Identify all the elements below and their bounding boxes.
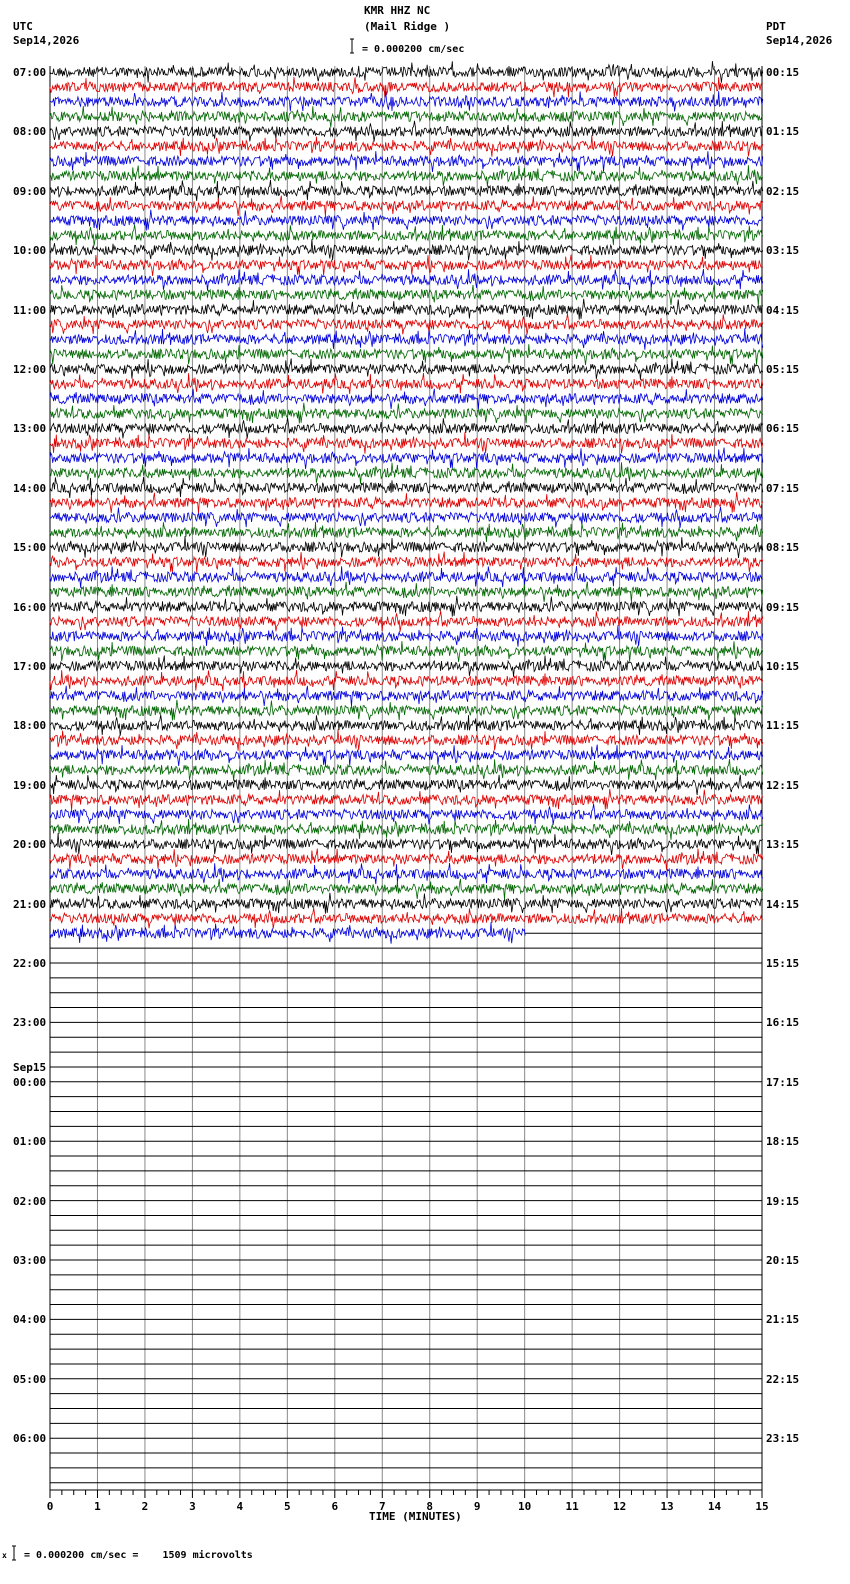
trace-row-19 [50, 328, 763, 349]
trace-row-2 [50, 77, 763, 97]
trace-row-37 [50, 596, 763, 617]
left-hour-label: 08:00 [13, 125, 47, 138]
left-hour-label: 17:00 [13, 660, 47, 673]
trace-row-6 [50, 135, 763, 156]
x-tick-label: 14 [707, 1500, 722, 1513]
trace-row-34 [50, 552, 763, 573]
trace-row-1 [50, 61, 763, 83]
x-tick-label: 6 [331, 1500, 339, 1513]
right-hour-label: 07:15 [766, 482, 800, 495]
right-hour-label: 21:15 [766, 1313, 800, 1326]
right-hour-label: 04:15 [766, 304, 800, 317]
empty-row-baselines [50, 933, 762, 1482]
trace-row-50 [50, 789, 763, 810]
trace-row-15 [50, 269, 763, 291]
right-hour-label: 20:15 [766, 1254, 800, 1267]
left-hour-label: 06:00 [13, 1432, 47, 1445]
trace-row-20 [50, 344, 763, 365]
x-tick-label: 12 [612, 1500, 627, 1513]
right-hour-label: 22:15 [766, 1373, 800, 1386]
trace-row-7 [50, 151, 763, 172]
right-hour-label: 08:15 [766, 541, 800, 554]
seismic-traces [50, 61, 763, 944]
trace-row-30 [50, 492, 763, 513]
left-hour-label: 04:00 [13, 1313, 47, 1326]
left-hour-label: 19:00 [13, 779, 47, 792]
station-location: (Mail Ridge ) [364, 20, 451, 33]
left-timezone: UTC [13, 20, 33, 33]
footer-mark: x [2, 1551, 7, 1560]
right-hour-label: 13:15 [766, 838, 800, 851]
trace-row-25 [50, 418, 763, 439]
right-hour-label: 03:15 [766, 244, 800, 257]
trace-row-24 [50, 403, 763, 424]
trace-row-21 [50, 359, 763, 380]
trace-row-48 [50, 759, 763, 781]
scale-bar-icon [350, 39, 354, 53]
trace-row-57 [50, 893, 763, 914]
trace-row-38 [50, 611, 763, 632]
trace-row-13 [50, 239, 763, 260]
left-hour-label: 10:00 [13, 244, 47, 257]
trace-row-14 [50, 255, 763, 276]
trace-row-56 [50, 879, 763, 900]
trace-row-53 [50, 833, 763, 855]
left-hour-label: 15:00 [13, 541, 47, 554]
footer-scale-bar-icon [12, 1546, 16, 1560]
trace-row-11 [50, 210, 763, 231]
trace-row-33 [50, 536, 763, 558]
right-hour-label: 06:15 [766, 422, 800, 435]
x-tick-label: 5 [284, 1500, 291, 1513]
right-hour-label: 17:15 [766, 1076, 800, 1089]
x-tick-label: 8 [426, 1500, 434, 1513]
trace-row-42 [50, 670, 763, 691]
trace-row-26 [50, 432, 763, 453]
trace-row-22 [50, 373, 763, 394]
left-hour-label: 13:00 [13, 422, 47, 435]
right-hour-label: 02:15 [766, 185, 800, 198]
x-tick-label: 10 [518, 1500, 532, 1513]
trace-row-36 [50, 582, 763, 603]
x-axis-label: TIME (MINUTES) [369, 1510, 462, 1523]
right-hour-label: 11:15 [766, 719, 800, 732]
trace-row-40 [50, 641, 763, 662]
trace-row-46 [50, 729, 763, 750]
trace-row-51 [50, 804, 763, 825]
footer-scale-label: = 0.000200 cm/sec = 1509 microvolts [24, 1550, 253, 1561]
x-tick-label: 9 [473, 1500, 481, 1513]
trace-row-54 [50, 849, 763, 870]
right-hour-label: 01:15 [766, 125, 800, 138]
right-hour-label: 16:15 [766, 1016, 800, 1029]
right-hour-label: 12:15 [766, 779, 800, 792]
right-hour-label: 14:15 [766, 898, 800, 911]
x-tick-label: 3 [189, 1500, 196, 1513]
right-hour-label: 15:15 [766, 957, 800, 970]
x-tick-label: 1 [94, 1500, 101, 1513]
trace-row-5 [50, 121, 763, 142]
trace-row-18 [50, 314, 763, 335]
right-hour-label: 09:15 [766, 601, 800, 614]
right-hour-label: 23:15 [766, 1432, 800, 1445]
trace-row-41 [50, 656, 763, 677]
trace-row-16 [50, 285, 763, 306]
trace-row-32 [50, 522, 763, 542]
left-hour-label: 16:00 [13, 601, 47, 614]
x-tick-label: 15 [755, 1500, 769, 1513]
x-tick-label: 7 [378, 1500, 386, 1513]
left-hour-label: 09:00 [13, 185, 47, 198]
trace-row-43 [50, 686, 763, 707]
x-tick-label: 13 [660, 1500, 674, 1513]
trace-row-47 [50, 745, 763, 766]
trace-row-3 [50, 91, 763, 111]
left-date: Sep14,2026 [13, 34, 80, 47]
trace-row-35 [50, 566, 763, 588]
left-hour-label: 23:00 [13, 1016, 47, 1029]
trace-row-28 [50, 462, 763, 483]
trace-row-44 [50, 700, 763, 721]
left-hour-label: 11:00 [13, 304, 47, 317]
date-change-label: Sep15 [13, 1061, 47, 1074]
right-hour-label: 18:15 [766, 1135, 800, 1148]
right-hour-label: 19:15 [766, 1195, 800, 1208]
left-hour-label: 18:00 [13, 719, 47, 732]
trace-row-10 [50, 196, 763, 217]
trace-row-52 [50, 819, 763, 840]
left-hour-label: 01:00 [13, 1135, 47, 1148]
x-tick-label: 2 [141, 1500, 149, 1513]
trace-row-4 [50, 106, 763, 128]
left-hour-label: 00:00 [13, 1076, 47, 1089]
left-hour-label: 22:00 [13, 957, 47, 970]
x-tick-label: 0 [46, 1500, 54, 1513]
right-timezone: PDT [766, 20, 786, 33]
left-hour-label: 02:00 [13, 1195, 47, 1208]
trace-row-55 [50, 863, 763, 884]
trace-row-31 [50, 507, 763, 528]
trace-row-27 [50, 448, 763, 469]
scale-label: = 0.000200 cm/sec [362, 44, 465, 55]
trace-row-23 [50, 389, 763, 410]
left-hour-label: 12:00 [13, 363, 47, 376]
left-hour-label: 05:00 [13, 1373, 47, 1386]
left-hour-label: 03:00 [13, 1254, 47, 1267]
right-hour-label: 10:15 [766, 660, 800, 673]
x-tick-label: 11 [565, 1500, 579, 1513]
trace-row-39 [50, 625, 763, 646]
trace-row-17 [50, 299, 763, 320]
trace-row-45 [50, 715, 763, 736]
x-tick-label: 4 [236, 1500, 244, 1513]
right-date: Sep14,2026 [766, 34, 833, 47]
trace-row-9 [50, 180, 763, 201]
trace-row-8 [50, 165, 763, 186]
left-hour-label: 14:00 [13, 482, 47, 495]
trace-row-58 [50, 908, 763, 929]
left-hour-label: 07:00 [13, 66, 47, 79]
station-title: KMR HHZ NC [364, 4, 431, 17]
left-hour-label: 20:00 [13, 838, 47, 851]
left-hour-label: 21:00 [13, 898, 47, 911]
right-hour-label: 05:15 [766, 363, 800, 376]
right-hour-label: 00:15 [766, 66, 800, 79]
